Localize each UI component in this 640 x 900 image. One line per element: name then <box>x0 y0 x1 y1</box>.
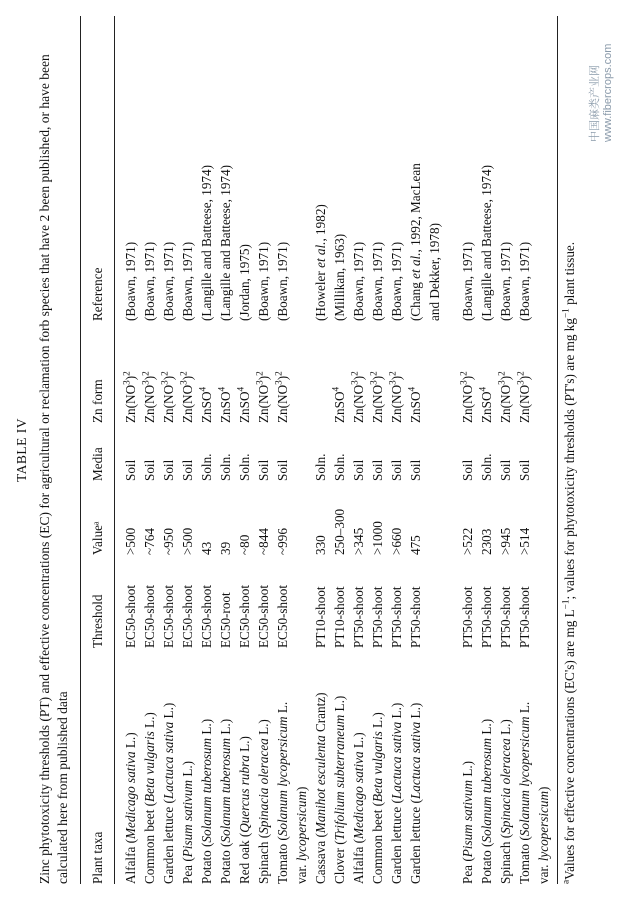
cell-media: Soil <box>460 459 475 481</box>
cell-media: Soln. <box>237 453 252 481</box>
cell-value: >660 <box>389 527 404 555</box>
cell-value: >522 <box>460 527 475 555</box>
cell-plant-taxa: Garden lettuce (Lactuca sativa L.) <box>389 702 404 884</box>
cell-media: Soln. <box>332 453 347 481</box>
cell-reference: (Boawn, 1971) <box>142 241 157 321</box>
cell-plant-taxa: Garden lettuce (Lactuca sativa L.) <box>161 702 176 884</box>
cell-media: Soil <box>256 459 271 481</box>
cell-plant-taxa: Alfalfa (Medicago sativa L.) <box>351 732 366 884</box>
table-row <box>216 16 235 884</box>
header-value: Valueᵃ <box>83 481 115 555</box>
cell-zn-form: $Zn(NO^3)^2$ <box>349 371 366 423</box>
cell-value: 39 <box>218 541 233 555</box>
cell-zn-form: $Zn(NO^3)^2$ <box>515 371 532 423</box>
header-media: Media <box>83 423 115 481</box>
table-row <box>311 16 330 884</box>
cell-media: Soil <box>123 459 138 481</box>
cell-zn-form: $Zn(NO^3)^2$ <box>140 371 157 423</box>
cell-threshold: PT50-shoot <box>389 586 404 648</box>
header-row <box>83 16 115 884</box>
cell-zn-form: ZnSO$^4$ <box>477 386 494 423</box>
cell-media: Soil <box>180 459 195 481</box>
cell-plant-taxa: Spinach (Spinacia oleracea L.) <box>498 719 513 884</box>
cell-zn-form: ZnSO$^4$ <box>330 386 347 423</box>
table-row <box>197 16 216 884</box>
cell-value: ~844 <box>256 528 271 555</box>
table-row <box>254 16 273 884</box>
cell-plant-taxa: Red oak (Quercus rubra L.) <box>237 736 252 884</box>
cell-reference: (Jordan, 1975) <box>237 244 252 321</box>
cell-media: Soil <box>275 459 290 481</box>
cell-value: 475 <box>408 535 423 555</box>
cell-value: 250–300 <box>332 508 347 555</box>
cell-plant-taxa: Potato (Solanum tuberosum L.) <box>199 718 214 884</box>
cell-value: >500 <box>180 527 195 555</box>
cell-media: Soil <box>408 459 423 481</box>
cell-reference: (Boawn, 1971) <box>123 241 138 321</box>
table-row <box>406 16 444 884</box>
table-row <box>515 16 553 884</box>
cell-media: Soil <box>351 459 366 481</box>
cell-value: >945 <box>498 527 513 555</box>
cell-threshold: PT50-shoot <box>460 586 475 648</box>
cell-reference: (Boawn, 1971) <box>370 241 385 321</box>
table-row <box>387 16 406 884</box>
cell-zn-form: $Zn(NO^3)^2$ <box>254 371 271 423</box>
table-row <box>330 16 349 884</box>
cell-plant-taxa: Clover (Trifolium subterraneum L.) <box>332 695 347 884</box>
table-footnote <box>557 16 578 884</box>
cell-plant-taxa: Common beet (Beta vulgaris L.) <box>142 712 157 884</box>
cell-threshold: PT50-shoot <box>498 586 513 648</box>
cell-value: ~764 <box>142 528 157 555</box>
cell-threshold: PT50-shoot <box>370 586 385 648</box>
header-reference: Reference <box>83 16 115 321</box>
cell-zn-form: $Zn(NO^3)^2$ <box>458 371 475 423</box>
cell-value: ~950 <box>161 528 176 555</box>
cell-zn-form: $Zn(NO^3)^2$ <box>496 371 513 423</box>
cell-zn-form: $Zn(NO^3)^2$ <box>387 371 404 423</box>
zinc-threshold-table <box>83 16 553 884</box>
cell-threshold: EC50-shoot <box>180 584 195 648</box>
cell-plant-taxa: Common beet (Beta vulgaris L.) <box>370 712 385 884</box>
cell-reference: (Boawn, 1971) <box>517 241 532 321</box>
table-row <box>458 16 477 884</box>
header-zn-form: Zn form <box>83 321 115 423</box>
cell-reference: (Boawn, 1971) <box>275 241 290 321</box>
cell-value: >345 <box>351 527 366 555</box>
cell-zn-form: ZnSO$^4$ <box>235 386 252 423</box>
cell-value: ~80 <box>237 534 252 555</box>
cell-threshold: EC50-shoot <box>256 584 271 648</box>
cell-reference: (Boawn, 1971) <box>389 241 404 321</box>
table-body <box>115 16 554 884</box>
header-plant-taxa: Plant taxa <box>83 648 115 884</box>
cell-reference: (Chang et al., 1992, MacLean and Dekker, 1978) <box>408 163 442 321</box>
cell-reference: (Boawn, 1971) <box>460 241 475 321</box>
cell-reference: (Millikan, 1963) <box>332 233 347 321</box>
watermark: 中国麻类产业网 www.fibercrops.com <box>589 43 614 142</box>
cell-threshold: EC50-shoot <box>237 584 252 648</box>
cell-zn-form: $Zn(NO^3)^2$ <box>273 371 290 423</box>
cell-media: Soil <box>142 459 157 481</box>
table-caption: Zinc phytotoxicity thresholds (PT) and effective concentrations (EC) for agricultural or reclamation forb species that have 2 been published, or have been calculated here from published data <box>37 54 70 884</box>
cell-media: Soil <box>370 459 385 481</box>
spacer-cell <box>444 16 458 884</box>
cell-plant-taxa: Pea (Pisum sativum L.) <box>460 760 475 884</box>
cell-threshold: PT50-shoot <box>479 586 494 648</box>
cell-threshold: EC50-shoot <box>161 584 176 648</box>
cell-media: Soil <box>389 459 404 481</box>
table-row <box>349 16 368 884</box>
table-row <box>140 16 159 884</box>
cell-media: Soil <box>161 459 176 481</box>
cell-reference: (Boawn, 1971) <box>161 241 176 321</box>
cell-threshold: EC50-shoot <box>199 584 214 648</box>
cell-zn-form: ZnSO$^4$ <box>197 386 214 423</box>
table-document <box>12 16 578 884</box>
cell-threshold: PT50-shoot <box>517 586 532 648</box>
table-row <box>115 16 141 884</box>
cell-media: Soln. <box>479 453 494 481</box>
table-row <box>273 16 311 884</box>
cell-media: Soil <box>517 459 532 481</box>
cell-plant-taxa: Alfalfa (Medicago sativa L.) <box>123 732 138 884</box>
cell-threshold: EC50-shoot <box>142 584 157 648</box>
table-row <box>235 16 254 884</box>
cell-value: 2303 <box>479 528 494 555</box>
cell-zn-form <box>311 321 330 423</box>
group-spacer <box>444 16 458 884</box>
table-row <box>178 16 197 884</box>
table-row <box>159 16 178 884</box>
cell-plant-taxa: Tomato (Solanum lycopersicum L. var. lycopersicum) <box>275 701 309 884</box>
cell-zn-form: ZnSO$^4$ <box>216 386 233 423</box>
cell-reference: (Boawn, 1971) <box>180 241 195 321</box>
cell-value: ~996 <box>275 528 290 555</box>
cell-media: Soln. <box>313 453 328 481</box>
cell-plant-taxa: Cassava (Manihot esculenta Crantz) <box>313 692 328 884</box>
cell-zn-form: $Zn(NO^3)^2$ <box>159 371 176 423</box>
top-rule <box>80 16 81 884</box>
header-threshold: Threshold <box>83 555 115 648</box>
cell-plant-taxa: Garden lettuce (Lactuca sativa L.) <box>408 702 423 884</box>
cell-reference: (Boawn, 1971) <box>351 241 366 321</box>
cell-threshold: PT10-shoot <box>313 586 328 648</box>
cell-value: >500 <box>123 527 138 555</box>
cell-zn-form: ZnSO$^4$ <box>406 386 423 423</box>
cell-zn-form: $Zn(NO^3)^2$ <box>368 371 385 423</box>
table-row <box>496 16 515 884</box>
cell-threshold: EC50-shoot <box>123 584 138 648</box>
cell-reference: (Langille and Batteese, 1974) <box>218 165 233 321</box>
cell-plant-taxa: Spinach (Spinacia oleracea L.) <box>256 719 271 884</box>
cell-threshold: PT50-shoot <box>351 586 366 648</box>
cell-threshold: PT50-shoot <box>408 586 423 648</box>
cell-threshold: PT10-shoot <box>332 586 347 648</box>
cell-reference: (Langille and Batteese, 1974) <box>479 165 494 321</box>
table-row <box>477 16 496 884</box>
cell-reference: (Langille and Batteese, 1974) <box>199 165 214 321</box>
cell-media: Soln. <box>218 453 233 481</box>
table-number: TABLE IV <box>14 417 29 483</box>
cell-threshold: EC50-root <box>218 592 233 648</box>
cell-value: 43 <box>199 541 214 555</box>
cell-reference: (Boawn, 1971) <box>498 241 513 321</box>
cell-reference: (Boawn, 1971) <box>256 241 271 321</box>
cell-zn-form: $Zn(NO^3)^2$ <box>121 371 138 423</box>
footnote-text: $^a$Values for effective concentrations (EC's) are mg $L^{-1}$; values for phytotoxicity thresholds (PT's) are mg $kg^{-1}$ plant tissue. <box>560 241 577 884</box>
cell-value: 330 <box>313 535 328 555</box>
cell-zn-form: $Zn(NO^3)^2$ <box>178 371 195 423</box>
cell-plant-taxa: Potato (Solanum tuberosum L.) <box>218 718 233 884</box>
cell-plant-taxa: Potato (Solanum tuberosum L.) <box>479 718 494 884</box>
cell-media: Soln. <box>199 453 214 481</box>
cell-value: >1000 <box>370 521 385 555</box>
cell-media: Soil <box>498 459 513 481</box>
cell-plant-taxa: Tomato (Solanum lycopersicum L. var. lycopersicum) <box>517 701 551 884</box>
cell-reference: (Howeler et al., 1982) <box>313 204 328 321</box>
cell-value: >514 <box>517 527 532 555</box>
cell-threshold: EC50-shoot <box>275 584 290 648</box>
cell-plant-taxa: Pea (Pisum sativum L.) <box>180 760 195 884</box>
table-row <box>368 16 387 884</box>
